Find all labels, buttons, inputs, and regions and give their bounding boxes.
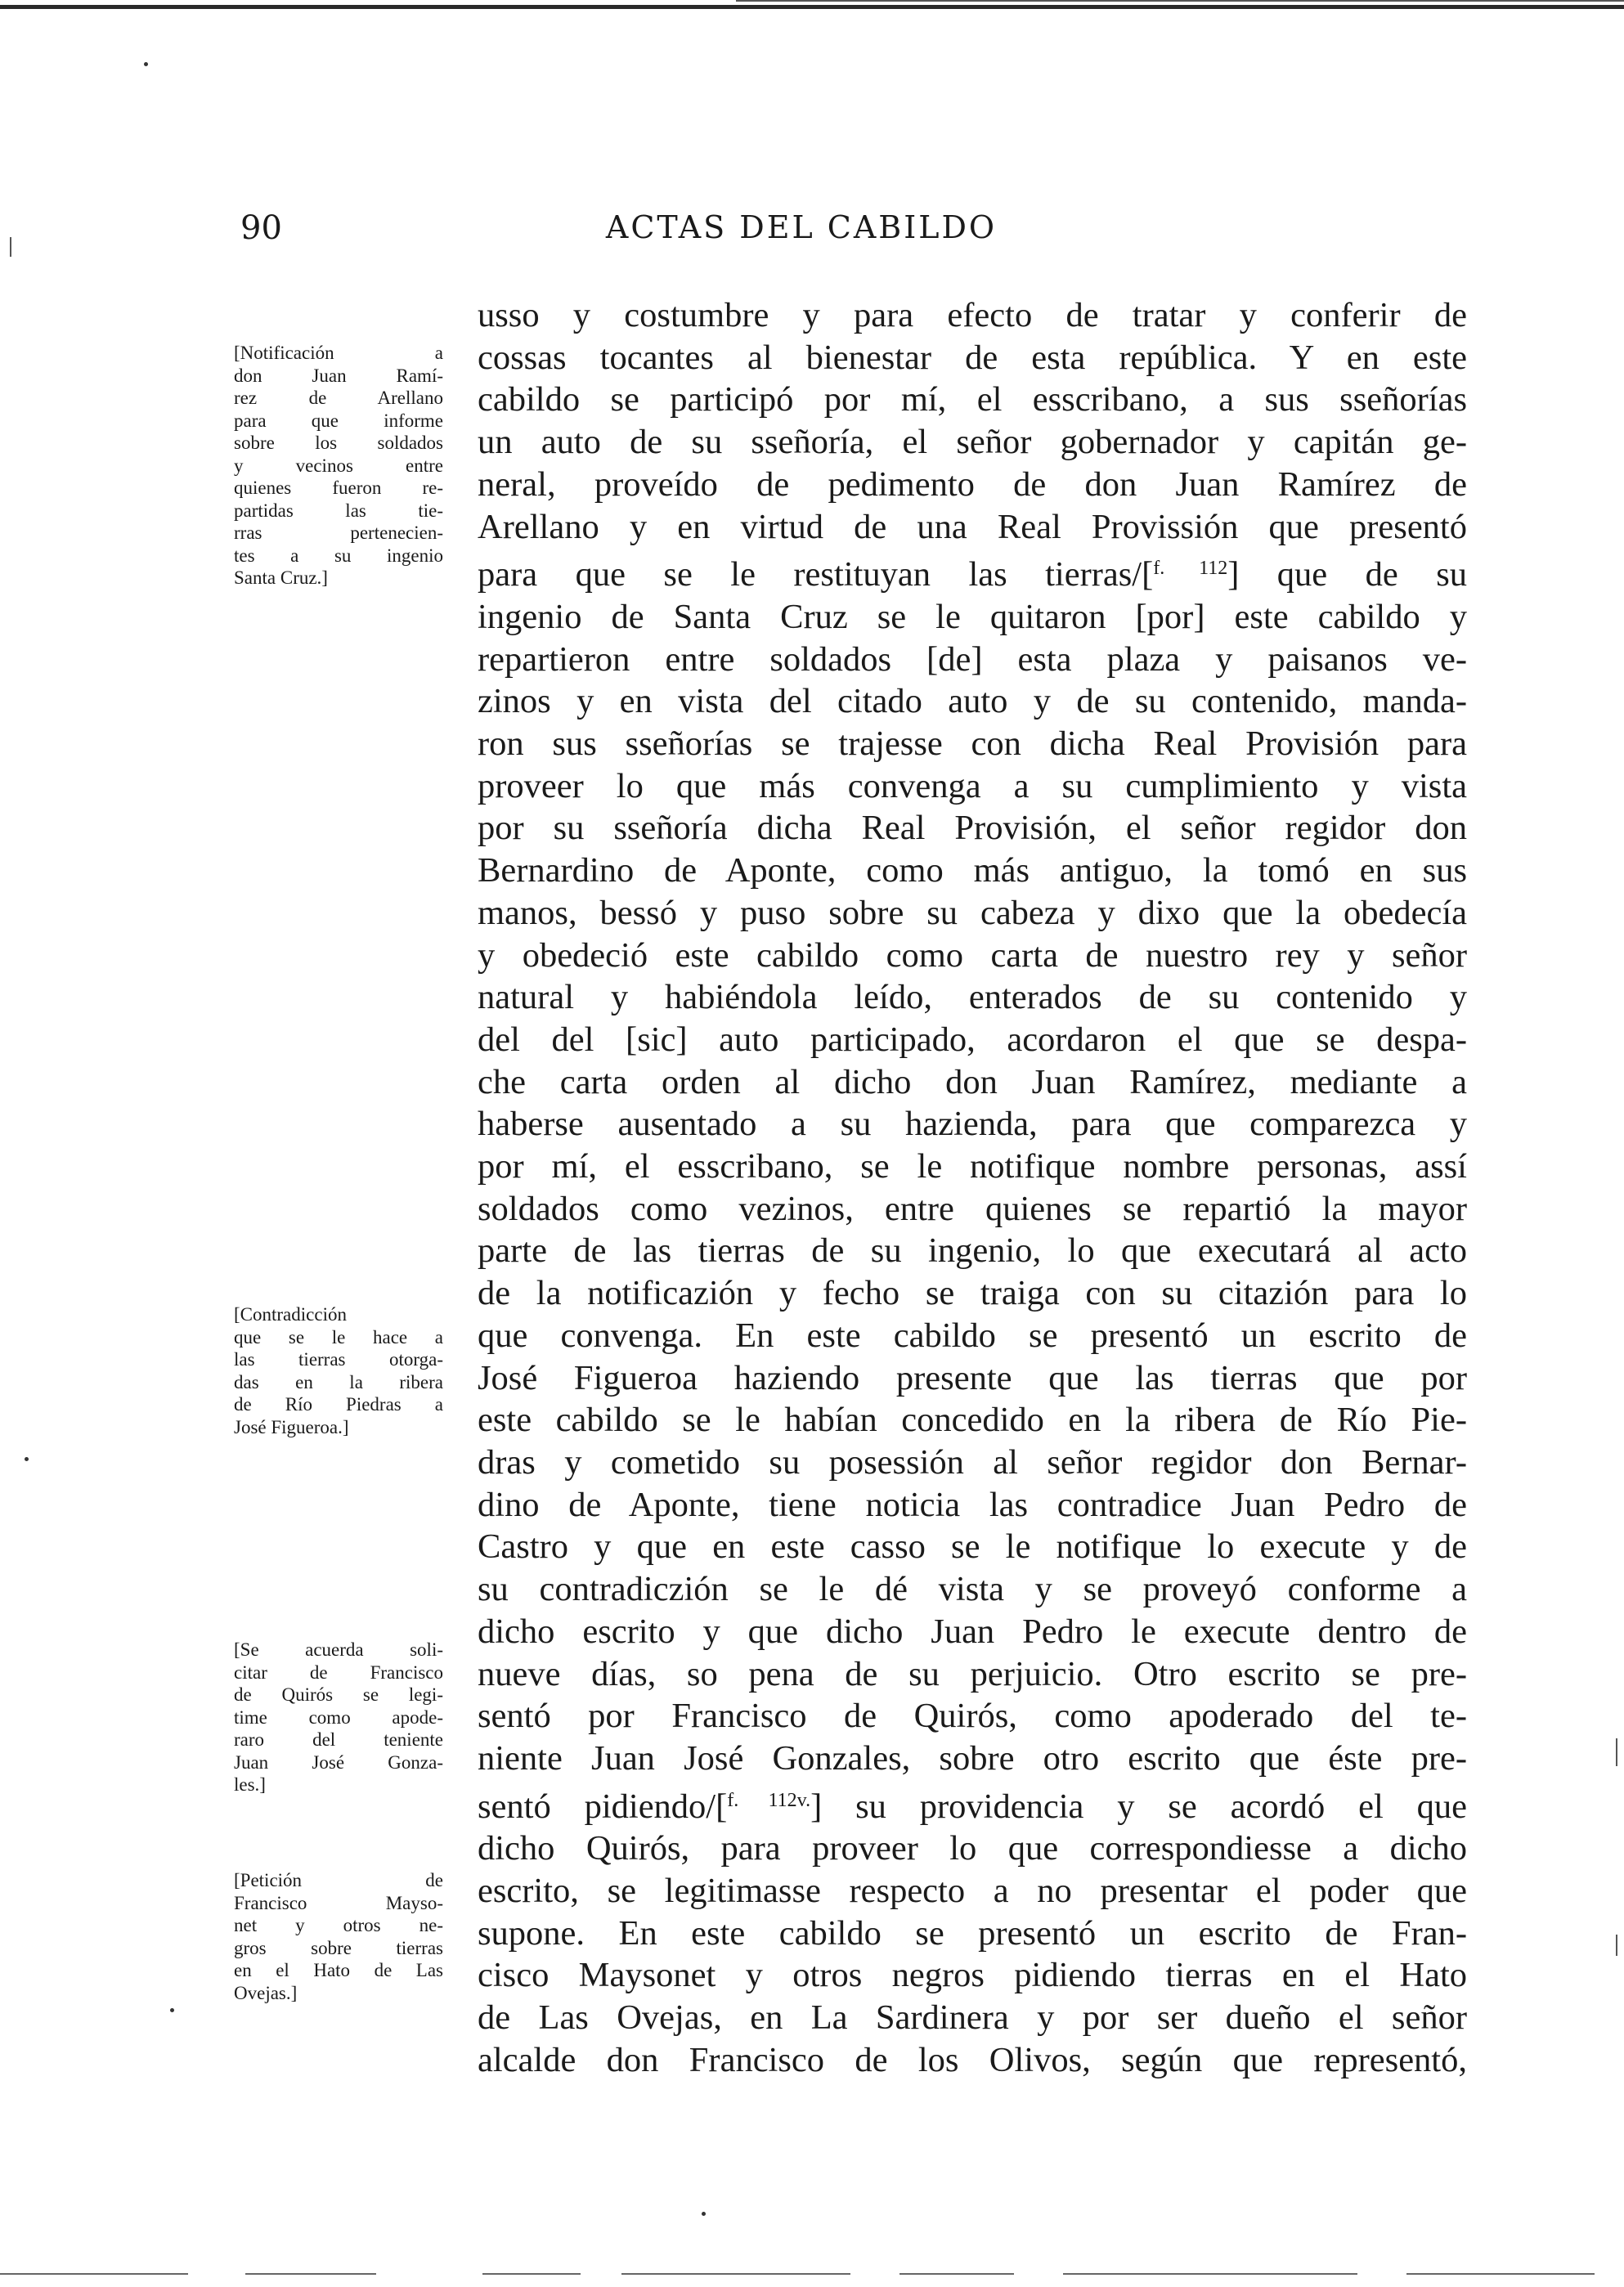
note-line: de Río Piedras a	[234, 1394, 443, 1415]
note-line: [Se acuerda soli-	[234, 1639, 443, 1660]
body-line: nueve días, so pena de su perjuicio. Otro escrito se pre-	[478, 1654, 1467, 1693]
margin-note-3	[234, 1639, 443, 1796]
body-line: por su sseñoría dicha Real Provisión, el señor regidor don	[478, 809, 1467, 848]
bottom-scan-line	[245, 2273, 376, 2275]
note-line: Francisco Mayso-	[234, 1892, 443, 1913]
body-line: haberse ausentado a su hazienda, para que comparezca y	[478, 1105, 1467, 1144]
note-line: en el Hato de Las	[234, 1960, 443, 1980]
note-line: que se le hace a	[234, 1326, 443, 1348]
note-line: net y otros ne-	[234, 1915, 443, 1935]
body-line: parte de las tierras de su ingenio, lo que executará al acto	[478, 1231, 1467, 1271]
note-line: para que informe	[234, 410, 443, 431]
note-line: [Petición de	[234, 1870, 443, 1890]
bottom-scan-line	[899, 2273, 1014, 2275]
note-line: quienes fueron re-	[234, 478, 443, 498]
note-line: das en la ribera	[234, 1371, 443, 1392]
scan-edge-mark	[1616, 1738, 1617, 1766]
body-line: del del [sic] auto participado, acordaron el que se despa-	[478, 1020, 1467, 1059]
note-line: Ovejas.]	[234, 1982, 298, 2003]
body-line: José Figueroa haziendo presente que las tierras que por	[478, 1358, 1467, 1397]
body-line: cossas tocantes al bienestar de esta república. Y en este	[478, 338, 1467, 377]
body-line: cisco Maysonet y otros negros pidiendo tierras en el Hato	[478, 1956, 1467, 1995]
body-line: dicho Quirós, para proveer lo que correspondiesse a dicho	[478, 1829, 1467, 1868]
body-line: de Las Ovejas, en La Sardinera y por ser dueño el señor	[478, 1998, 1467, 2038]
body-line: su contradiczión se le dé vista y se proveyó conforme a	[478, 1570, 1467, 1609]
body-line: este cabildo se le habían concedido en la ribera de Río Pie-	[478, 1401, 1467, 1440]
body-line-part: ] que de su	[1227, 555, 1467, 594]
note-line: rras pertenecien-	[234, 522, 443, 543]
top-rule	[0, 5, 1624, 9]
body-line: proveer lo que más convenga a su cumplimiento y vista	[478, 766, 1467, 805]
note-line: Juan José Gonza-	[234, 1751, 443, 1773]
bottom-scan-line	[0, 2273, 188, 2275]
body-line: alcalde don Francisco de los Olivos, según que representó,	[478, 2040, 1467, 2079]
note-line: Santa Cruz.]	[234, 567, 328, 588]
note-line: les.]	[234, 1774, 266, 1795]
body-line: cabildo se participó por mí, el esscribano, a sus sseñorías	[478, 380, 1467, 419]
page-number: 90	[240, 209, 282, 247]
note-line: sobre los soldados	[234, 433, 443, 453]
body-line: Castro y que en este casso se le notifique lo execute y de	[478, 1527, 1467, 1567]
body-line-folio-112	[478, 548, 1467, 596]
note-line: citar de Francisco	[234, 1661, 443, 1683]
body-line: soldados como vezinos, entre quienes se repartió la mayor	[478, 1189, 1467, 1228]
body-line: dras y cometido su posessión al señor regidor don Bernar-	[478, 1442, 1467, 1482]
body-line: supone. En este cabildo se presentó un escrito de Fran-	[478, 1913, 1467, 1953]
body-line: Arellano y en virtud de una Real Provissión que presentó	[478, 507, 1467, 546]
body-line: de la notificazión y fecho se traiga con su citazión para lo	[478, 1274, 1467, 1313]
body-line: repartieron entre soldados [de] esta plaza y paisanos ve-	[478, 639, 1467, 679]
body-line-part: sentó pidiendo/[	[478, 1787, 728, 1826]
running-title: ACTAS DEL CABILDO	[605, 209, 998, 245]
scan-speck	[144, 62, 148, 66]
note-line: [Contradicción	[234, 1304, 347, 1325]
top-rule-thin	[736, 0, 1624, 2]
bottom-scan-line	[1406, 2273, 1595, 2275]
note-line: de Quirós se legi-	[234, 1684, 443, 1705]
note-line: las tierras otorga-	[234, 1349, 443, 1370]
body-line: sentó por Francisco de Quirós, como apoderado del te-	[478, 1697, 1467, 1736]
note-line: gros sobre tierras	[234, 1937, 443, 1958]
body-text	[478, 294, 1467, 2082]
note-line: José Figueroa.]	[234, 1416, 349, 1437]
scan-edge-mark	[10, 237, 11, 257]
body-line: dicho escrito y que dicho Juan Pedro le execute dentro de	[478, 1612, 1467, 1651]
margin-note-2	[234, 1303, 443, 1438]
note-line: y vecinos entre	[234, 455, 443, 476]
body-line: un auto de su sseñoría, el señor gobernador y capitán ge-	[478, 423, 1467, 462]
note-line: partidas las tie-	[234, 500, 443, 521]
body-line-part: para que se le restituyan las tierras/[	[478, 555, 1154, 594]
scan-speck	[702, 2212, 706, 2216]
scan-speck	[170, 2008, 174, 2012]
note-line: rez de Arellano	[234, 388, 443, 408]
body-line: usso y costumbre y para efecto de tratar y conferir de	[478, 296, 1467, 334]
folio-marker: f. 112v.	[727, 1789, 811, 1811]
margin-note-1	[234, 342, 443, 590]
body-line: niente Juan José Gonzales, sobre otro escrito que éste pre-	[478, 1738, 1467, 1778]
body-line: neral, proveído de pedimento de don Juan Ramírez de	[478, 464, 1467, 504]
body-line: por mí, el esscribano, se le notifique nombre personas, assí	[478, 1147, 1467, 1186]
note-line: time como apode-	[234, 1706, 443, 1728]
margin-note-4	[234, 1869, 443, 2004]
body-line: Bernardino de Aponte, como más antiguo, la tomó en sus	[478, 851, 1467, 890]
bottom-scan-line	[1063, 2273, 1357, 2275]
note-line: tes a su ingenio	[234, 545, 443, 566]
body-line-part: ] su providencia y se acordó el que	[810, 1787, 1468, 1826]
note-line: raro del teniente	[234, 1729, 443, 1750]
body-line: que convenga. En este cabildo se presentó un escrito de	[478, 1316, 1467, 1355]
body-line-folio-112v	[478, 1780, 1467, 1828]
body-line: y obedeció este cabildo como carta de nuestro rey y señor	[478, 935, 1467, 975]
note-line: [Notificación a	[234, 343, 443, 363]
body-line: ingenio de Santa Cruz se le quitaron [por] este cabildo y	[478, 597, 1467, 636]
body-line: natural y habiéndola leído, enterados de su contenido y	[478, 978, 1467, 1017]
note-line: don Juan Ramí-	[234, 365, 443, 386]
body-line: zinos y en vista del citado auto y de su contenido, manda-	[478, 682, 1467, 721]
body-line: ron sus sseñorías se trajesse con dicha Real Provisión para	[478, 724, 1467, 764]
bottom-scan-line	[482, 2273, 581, 2275]
folio-marker: f. 112	[1153, 558, 1228, 580]
body-line: escrito, se legitimasse respecto a no presentar el poder que	[478, 1872, 1467, 1911]
body-line: dino de Aponte, tiene noticia las contradice Juan Pedro de	[478, 1485, 1467, 1524]
bottom-scan-line	[621, 2273, 850, 2275]
body-line: che carta orden al dicho don Juan Ramírez, mediante a	[478, 1062, 1467, 1101]
scan-edge-mark	[1616, 1935, 1617, 1956]
scan-speck	[25, 1457, 29, 1461]
body-line: manos, bessó y puso sobre su cabeza y dixo que la obedecía	[478, 893, 1467, 932]
